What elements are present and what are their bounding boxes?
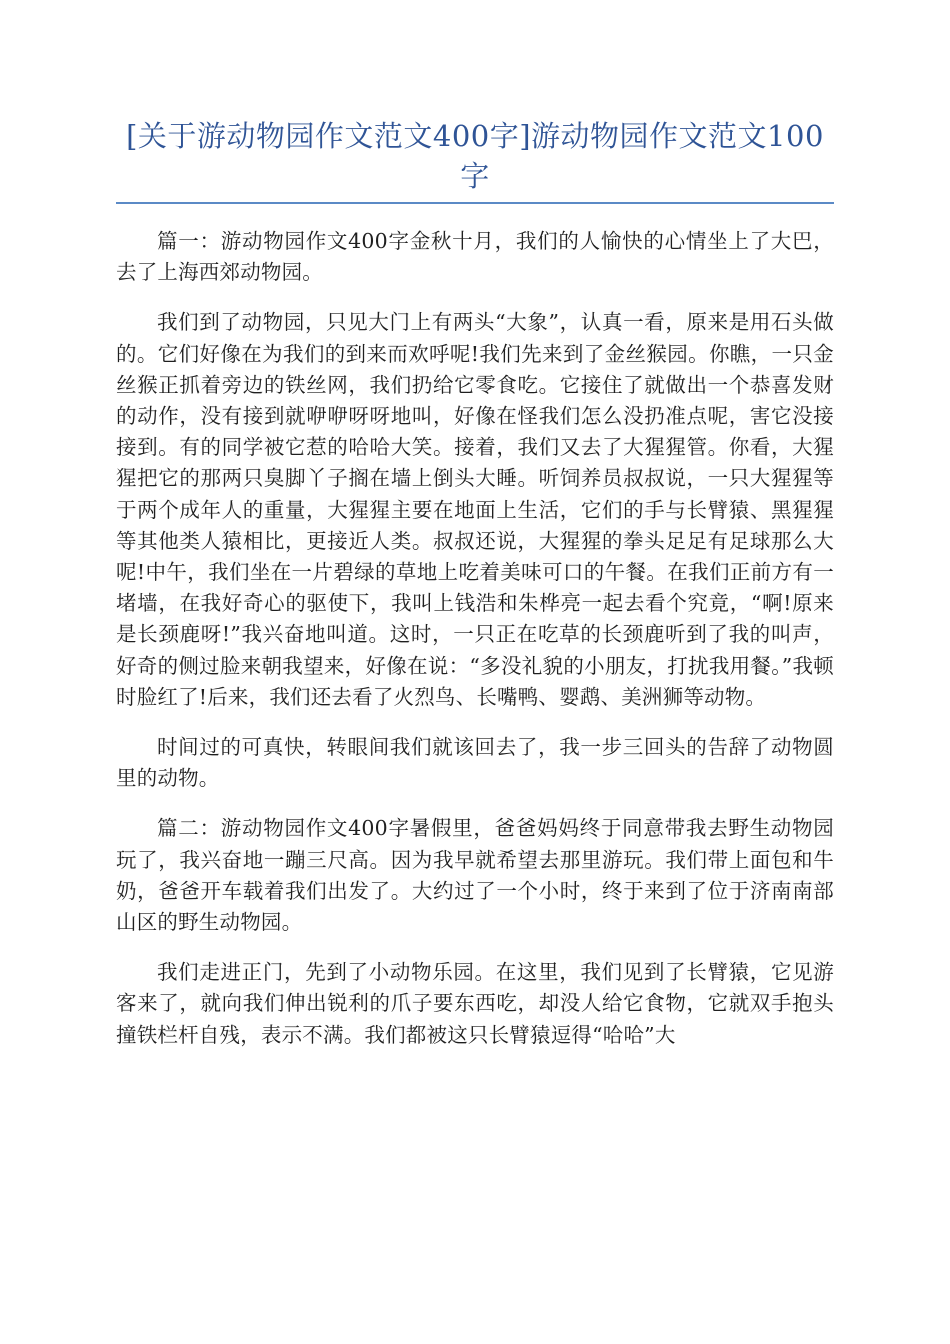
paragraph: 时间过的可真快，转眼间我们就该回去了，我一步三回头的告辞了动物圆里的动物。 <box>116 735 834 791</box>
paragraph: 我们到了动物园，只见大门上有两头“大象”，认真一看，原来是用石头做的。它们好像在为我们的到来而欢呼呢!我们先来到了金丝猴园。你瞧，一只金丝猴正抓着旁边的铁丝网，我们扔给它零食吃。它接住了就做出一个恭喜发财的动作，没有接到就咿咿呀呀地叫，好像在怪我们怎么没扔准点呢，害它没接接到。有的同学被它惹的哈哈大笑。接着，我们又去了大猩猩管。你看，大猩猩把它的那两只臭脚丫子搁在墙上倒头大睡。听饲养员叔叔说，一只大猩猩等于两个成年人的重量，大猩猩主要在地面上生活，它们的手与长臂猿、黑猩猩等其他类人猿相比，更接近人类。叔叔还说，大猩猩的拳头足足有足球那么大呢!中午，我们坐在一片碧绿的草地上吃着美味可口的午餐。在我们正前方有一堵墙，在我好奇心的驱使下，我叫上钱浩和朱桦亮一起去看个究竟，“啊!原来是长颈鹿呀!”我兴奋地叫道。这时，一只正在吃草的长颈鹿听到了我的叫声，好奇的侧过脸来朝我望来，好像在说：“多没礼貌的小朋友，打扰我用餐。”我顿时脸红了!后来，我们还去看了火烈鸟、长嘴鸭、婴鹉、美洲狮等动物。 <box>116 310 834 709</box>
paragraph: 我们走进正门，先到了小动物乐园。在这里，我们见到了长臂猿，它见游客来了，就向我们伸出锐利的爪子要东西吃，却没人给它食物，它就双手抱头撞铁栏杆自残，表示不满。我们都被这只长臂猿逗得“哈哈”大 <box>116 960 834 1047</box>
document-title: [关于游动物园作文范文400字]游动物园作文范文100字 <box>116 116 834 204</box>
paragraph: 篇一：游动物园作文400字金秋十月，我们的人愉快的心情坐上了大巴，去了上海西郊动物园。 <box>116 229 834 285</box>
document-page <box>116 0 834 1070</box>
document-body <box>116 226 834 1051</box>
paragraph: 篇二：游动物园作文400字暑假里，爸爸妈妈终于同意带我去野生动物园玩了，我兴奋地一蹦三尺高。因为我早就希望去那里游玩。我们带上面包和牛奶，爸爸开车载着我们出发了。大约过了一个小时，终于来到了位于济南南部山区的野生动物园。 <box>116 816 834 935</box>
